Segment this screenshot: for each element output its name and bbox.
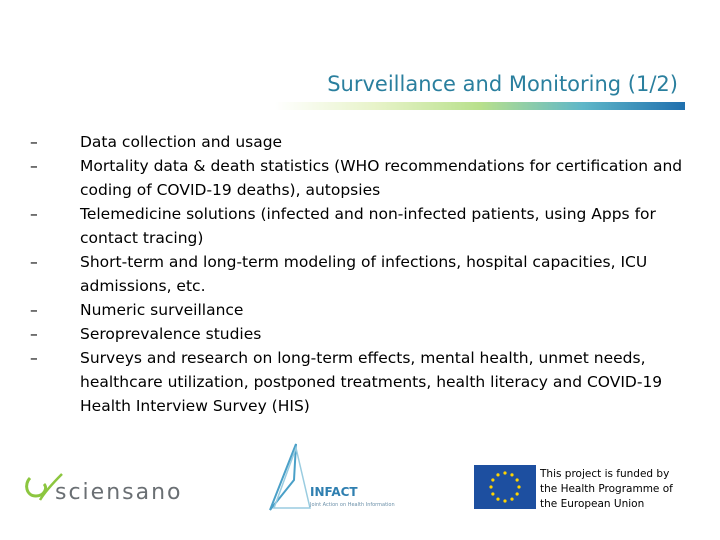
eu-star [510, 473, 513, 476]
bullet-dash: – [30, 325, 38, 343]
slide-title: Surveillance and Monitoring (1/2) [327, 72, 678, 96]
infact-wordmark: INFACT [310, 485, 358, 499]
bullet-dash: – [30, 301, 38, 319]
eu-star [496, 498, 499, 501]
eu-star [491, 478, 494, 481]
bullet-dash: – [30, 157, 38, 175]
eu-star [517, 485, 520, 488]
title-gradient-bar [275, 102, 685, 110]
eu-star [516, 492, 519, 495]
list-item [30, 130, 690, 154]
eu-text-line: This project is funded by [540, 468, 670, 480]
eu-text-line: the Health Programme of [540, 483, 673, 495]
bullet-text: Mortality data & death statistics (WHO recommendations for certification and coding of COVID-19 deaths), autopsies [80, 157, 683, 199]
infact-logo [266, 440, 406, 520]
list-item [30, 298, 690, 322]
eu-funding-notice [540, 467, 690, 512]
bullet-dash: – [30, 253, 38, 271]
sciensano-wordmark: sciensano [55, 480, 183, 505]
bullet-text: Data collection and usage [80, 133, 283, 151]
list-item [30, 322, 690, 346]
bullet-text: Surveys and research on long-term effects, mental health, unmet needs, healthcare utilization, postponed treatments, health literacy and COVID-19 Health Interview Survey (HIS) [80, 349, 663, 415]
eu-star [516, 478, 519, 481]
list-item [30, 250, 690, 298]
infact-tagline: Joint Action on Health Information [310, 502, 395, 508]
list-item [30, 202, 690, 250]
eu-star [489, 485, 492, 488]
list-item [30, 346, 690, 418]
bullet-list [30, 130, 690, 418]
list-item [30, 154, 690, 202]
eu-star [510, 498, 513, 501]
bullet-dash: – [30, 205, 38, 223]
bullet-dash: – [30, 349, 38, 367]
eu-star [491, 492, 494, 495]
bullet-text: Seroprevalence studies [80, 325, 262, 343]
eu-star [496, 473, 499, 476]
bullet-text: Numeric surveillance [80, 301, 244, 319]
eu-star [503, 499, 506, 502]
eu-text-line: the European Union [540, 498, 645, 510]
eu-star [503, 471, 506, 474]
bullet-text: Short-term and long-term modeling of infections, hospital capacities, ICU admissions, etc. [80, 253, 648, 295]
eu-flag-icon [474, 465, 536, 509]
bullet-dash: – [30, 133, 38, 151]
bullet-text: Telemedicine solutions (infected and non-infected patients, using Apps for contact tracing) [80, 205, 656, 247]
